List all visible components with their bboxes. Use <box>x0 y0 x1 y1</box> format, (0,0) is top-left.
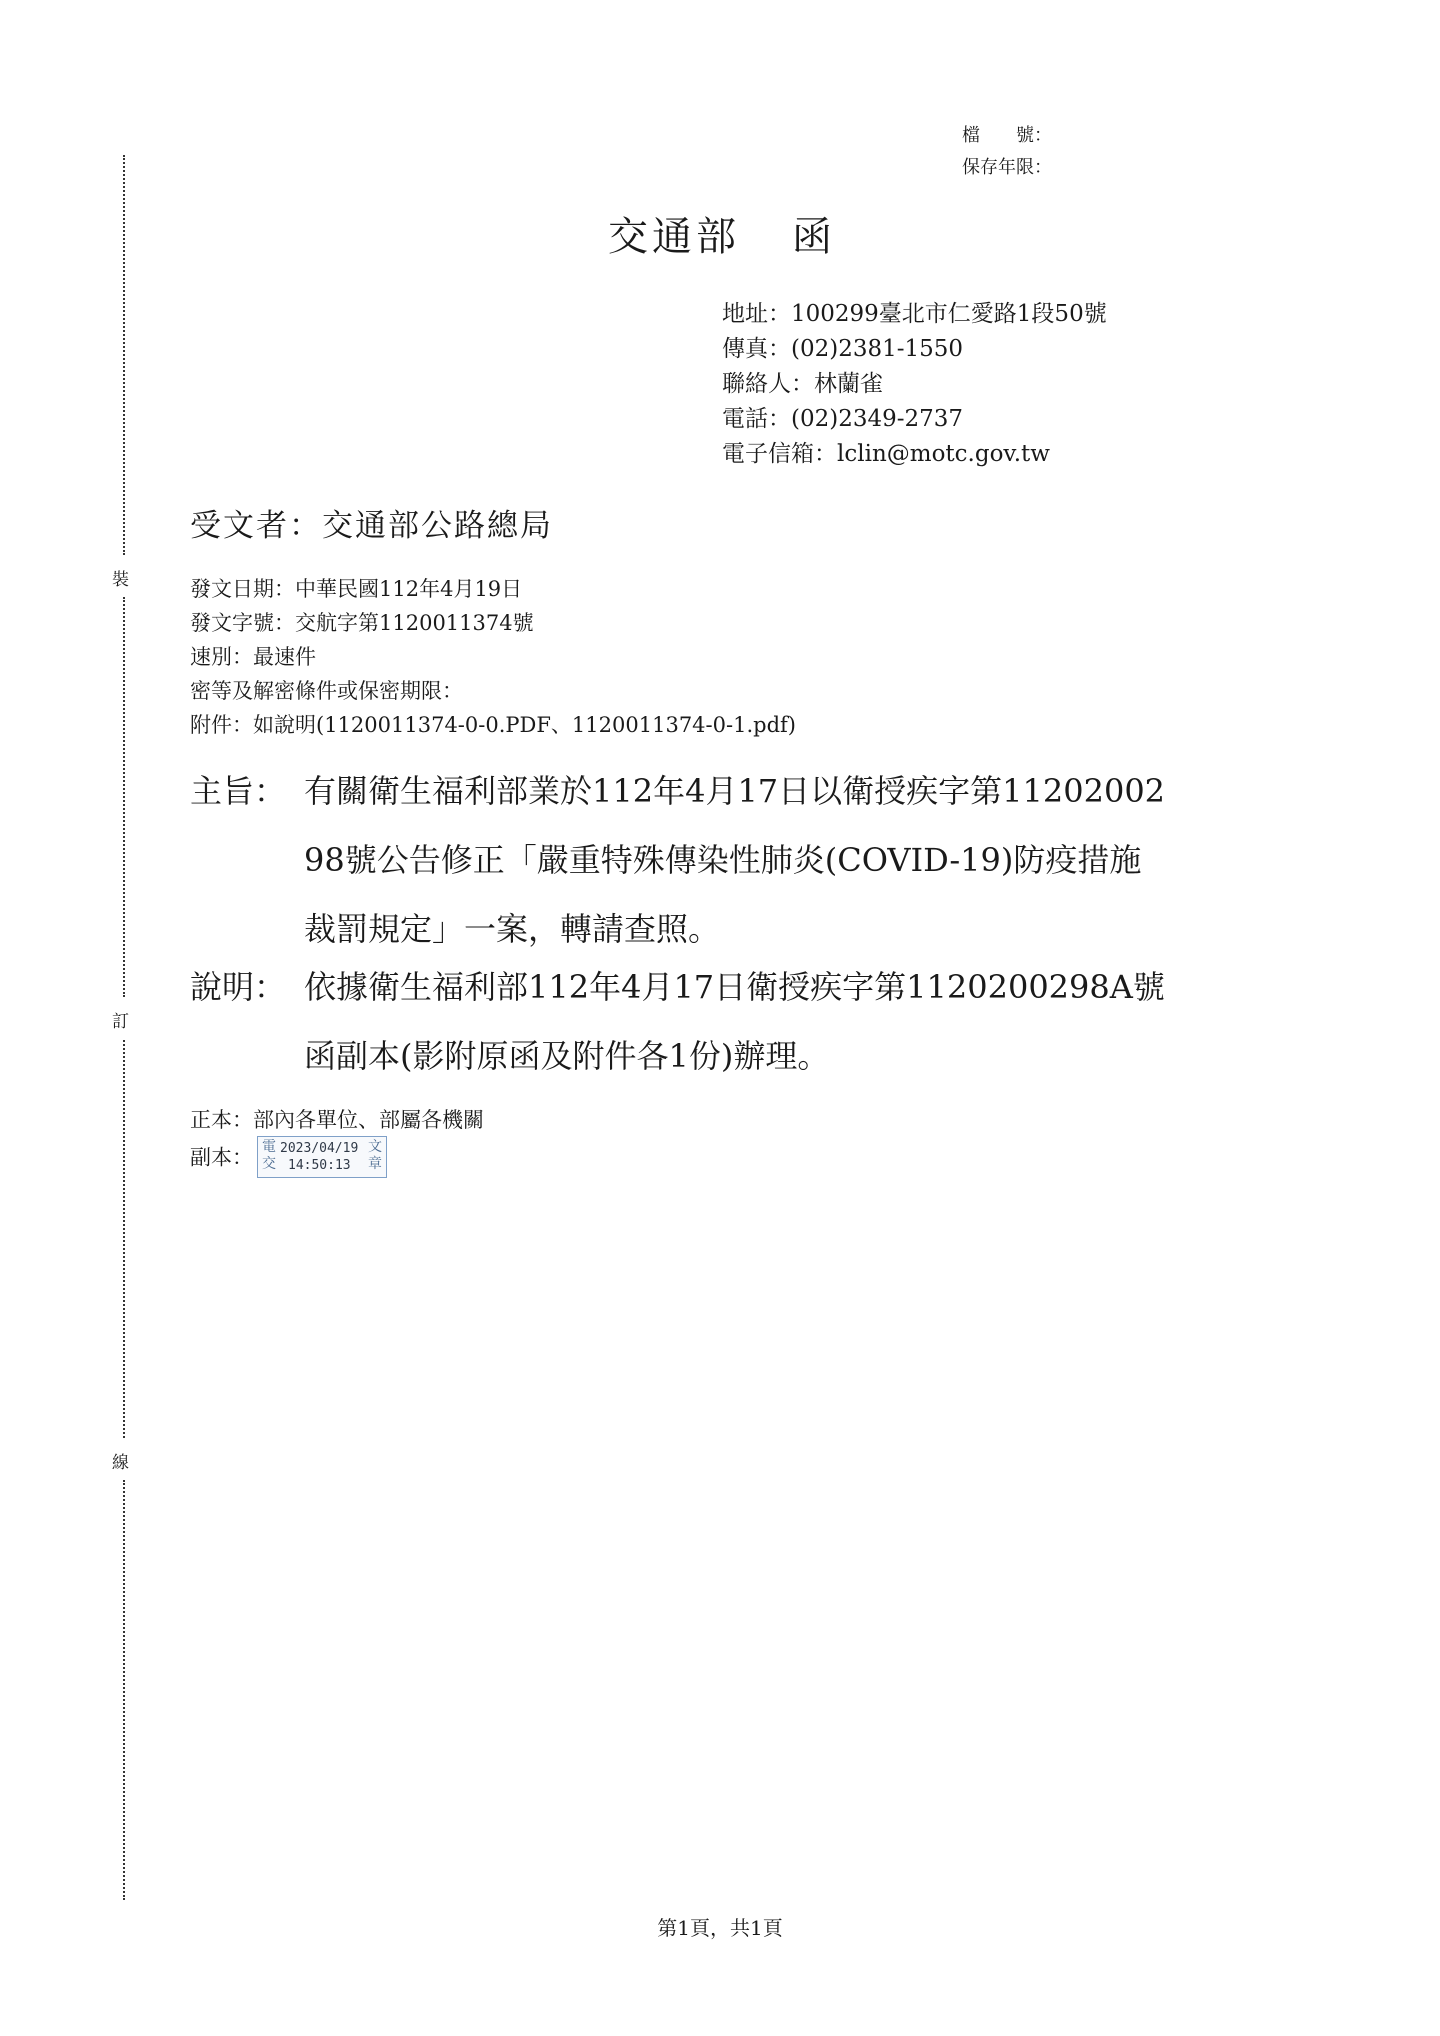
recipient: 受文者：交通部公路總局 <box>190 508 553 544</box>
address: 地址：100299臺北市仁愛路1段50號 <box>722 301 1107 327</box>
speed: 速別：最速件 <box>190 645 316 669</box>
doc-type: 函 <box>792 214 836 260</box>
stamp-time: 14:50:13 <box>288 1158 351 1173</box>
binding-mark-zhuang: 裝 <box>112 570 129 590</box>
copy-label: 副本： <box>190 1145 253 1170</box>
retention-label: 保存年限： <box>962 157 1052 178</box>
binding-line-mid1 <box>123 597 125 997</box>
subject-line-3: 裁罰規定」一案，轉請查照。 <box>304 910 721 948</box>
subject-line-1: 有關衛生福利部業於112年4月17日以衛授疾字第11202002 <box>304 772 1166 810</box>
electronic-seal-stamp <box>257 1136 387 1178</box>
binding-line-mid2 <box>123 1040 125 1438</box>
binding-mark-xian: 線 <box>112 1453 129 1473</box>
binding-line-top <box>123 155 125 555</box>
subject-label: 主旨： <box>190 772 287 810</box>
stamp-char-left-bottom: 交 <box>262 1156 276 1172</box>
file-number-label: 檔 號： <box>962 125 1052 146</box>
meta-block <box>190 572 796 742</box>
stamp-char-left-top: 電 <box>262 1139 276 1155</box>
explanation-line-1: 依據衛生福利部112年4月17日衛授疾字第1120200298A號 <box>304 968 1165 1006</box>
stamp-char-right-bottom: 章 <box>368 1156 382 1172</box>
document-title <box>608 205 836 262</box>
stamp-char-right-top: 文 <box>368 1139 382 1155</box>
page-footer: 第1頁，共1頁 <box>657 1916 783 1940</box>
doc-number: 發文字號：交航字第1120011374號 <box>190 611 534 635</box>
subject-section <box>190 757 1165 964</box>
subject-line-2: 98號公告修正「嚴重特殊傳染性肺炎(COVID-19)防疫措施 <box>304 841 1142 879</box>
copies-block <box>190 1103 484 1180</box>
binding-line-bottom <box>123 1480 125 1900</box>
explanation-line-2: 函副本(影附原函及附件各1份)辦理。 <box>304 1037 830 1075</box>
attachments: 附件：如說明(1120011374-0-0.PDF、1120011374-0-1.pdf) <box>190 713 796 737</box>
explanation-label: 說明： <box>190 968 287 1006</box>
agency-name: 交通部 <box>608 214 740 260</box>
phone: 電話：(02)2349-2737 <box>722 406 964 432</box>
fax: 傳真：(02)2381-1550 <box>722 336 964 362</box>
email: 電子信箱：lclin@motc.gov.tw <box>722 441 1050 467</box>
explanation-section <box>190 953 1165 1091</box>
issue-date: 發文日期：中華民國112年4月19日 <box>190 577 523 601</box>
contact-person: 聯絡人：林蘭雀 <box>722 371 883 397</box>
original-recipients: 正本：部內各單位、部屬各機關 <box>190 1108 484 1132</box>
secrecy: 密等及解密條件或保密期限： <box>190 679 463 703</box>
file-info <box>962 120 1052 184</box>
stamp-date: 2023/04/19 <box>280 1141 359 1156</box>
contact-block <box>722 297 1107 472</box>
binding-mark-ding: 訂 <box>112 1012 129 1032</box>
